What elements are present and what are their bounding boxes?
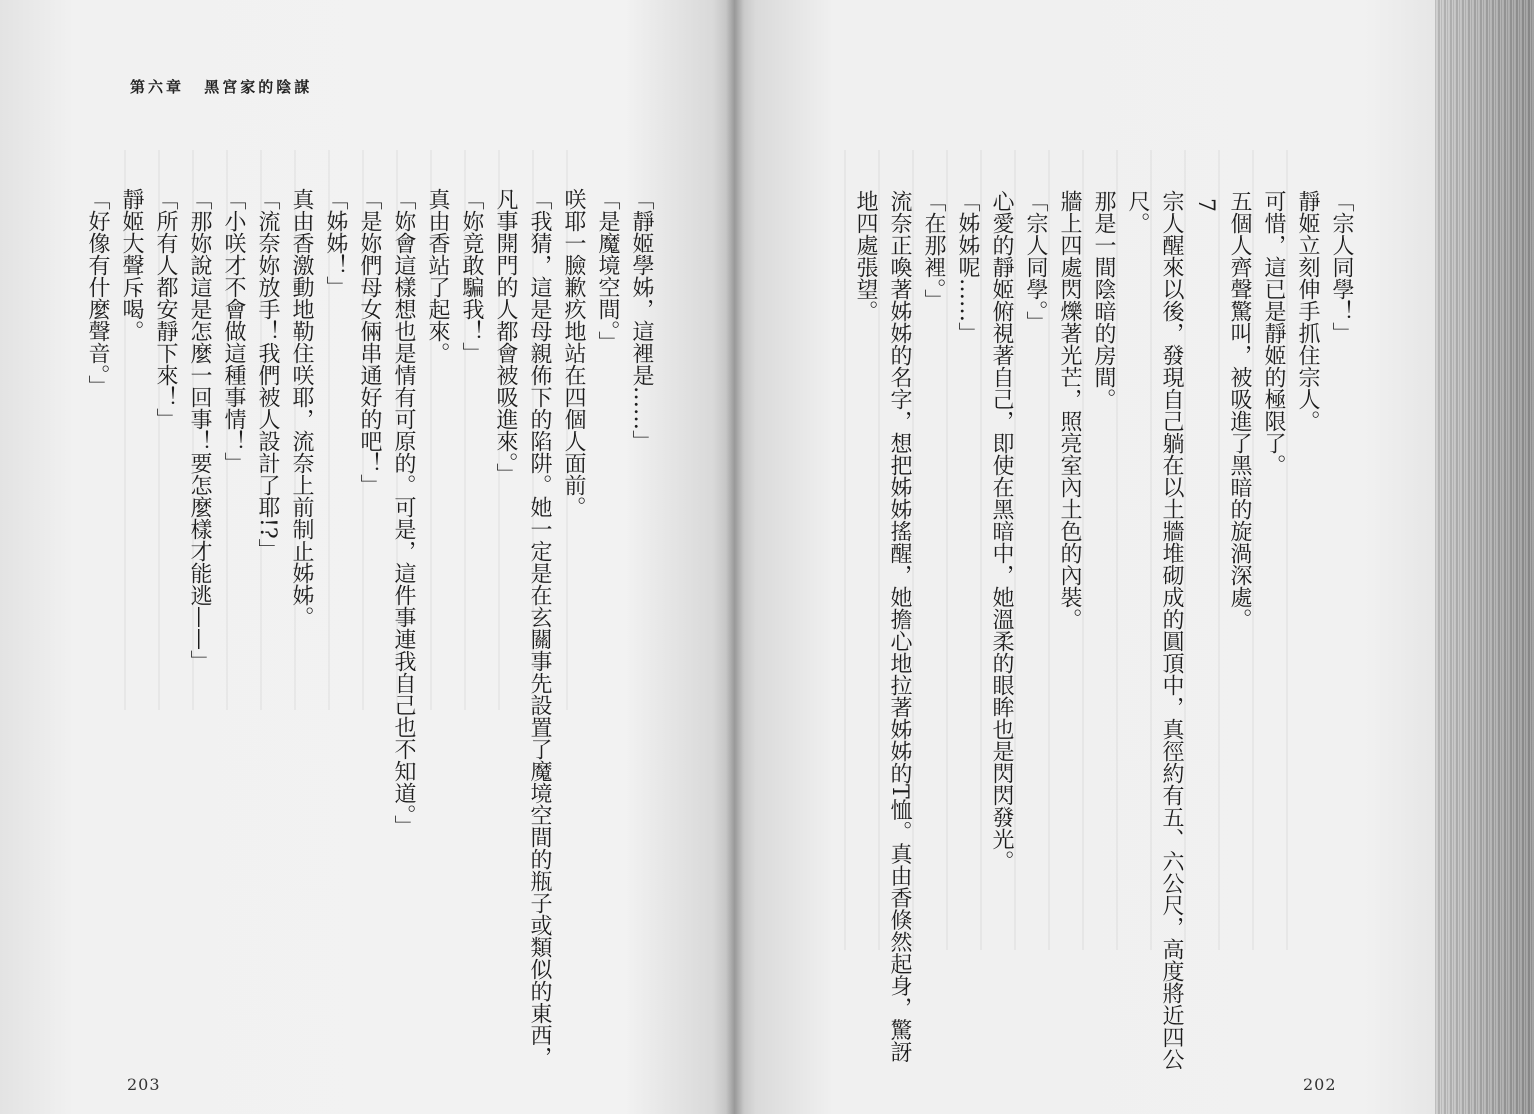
text-line: 「是妳們母女倆串通好的吧！」 xyxy=(357,188,382,496)
text-line: 凡事開門的人都會被吸進來。」 xyxy=(493,188,518,485)
text-line: 咲耶一臉歉疚地站在四個人面前。 xyxy=(561,188,586,518)
page-number-right: 202 xyxy=(1303,1075,1337,1094)
text-line: 「姊姊！」 xyxy=(323,188,348,298)
text-line: 靜姬大聲斥喝。 xyxy=(119,188,144,342)
text-line: 「在那裡。」 xyxy=(921,190,946,311)
text-line: 「小咲才不會做這種事情！」 xyxy=(221,188,246,474)
text-line: 「是魔境空間。」 xyxy=(595,188,620,353)
text-line: 「我猜，這是母親佈下的陷阱。她一定是在玄關事先設置了魔境空間的瓶子或類似的東西， xyxy=(527,188,552,1068)
text-line: 心愛的靜姬俯視著自己，即使在黑暗中，她溫柔的眼眸也是閃閃發光。 xyxy=(989,190,1014,872)
text-line: 「流奈妳放手！我們被人設計了耶!?」 xyxy=(255,188,280,561)
text-line: 「那妳說這是怎麼一回事！要怎麼樣才能逃——」 xyxy=(187,188,212,672)
text-line: 「妳竟敢騙我！」 xyxy=(459,188,484,364)
running-header xyxy=(130,76,312,97)
right-page-text xyxy=(818,190,1358,1070)
text-line: 宗人醒來以後，發現自己躺在以土牆堆砌成的圓頂中，真徑約有五、六公尺，高度將近四公 xyxy=(1159,190,1184,1070)
text-line: 「好像有什麼聲音。」 xyxy=(85,188,110,397)
text-line: 可惜，這已是靜姬的極限了。 xyxy=(1261,190,1286,476)
left-page-text xyxy=(85,188,658,1068)
page-edges-shade xyxy=(1435,0,1534,1114)
section-number: 7 xyxy=(1193,198,1218,212)
text-line: 「靜姬學姊，這裡是……」 xyxy=(629,188,654,452)
header-title: 黑宮家的陰謀 xyxy=(204,78,313,96)
text-line: 「宗人同學。」 xyxy=(1023,190,1048,333)
text-line: 靜姬立刻伸手抓住宗人。 xyxy=(1295,190,1320,432)
text-line: 尺。 xyxy=(1125,190,1150,234)
text-line: 真由香激動地勒住咲耶，流奈上前制止姊姊。 xyxy=(289,188,314,628)
text-line: 那是一間陰暗的房間。 xyxy=(1091,190,1116,410)
book-gutter xyxy=(726,0,744,1114)
page-number-left: 203 xyxy=(127,1075,161,1094)
text-line: 「妳會這樣想也是情有可原的。可是，這件事連我自己也不知道。」 xyxy=(391,188,416,837)
text-line: 「姊姊呢……」 xyxy=(955,190,980,344)
text-line: 「宗人同學！」 xyxy=(1329,190,1354,344)
text-line: 五個人齊聲驚叫，被吸進了黑暗的旋渦深處。 xyxy=(1227,190,1252,630)
header-chapter: 第六章 xyxy=(130,78,185,96)
text-line: 地四處張望。 xyxy=(853,190,878,322)
text-line: 「所有人都安靜下來！」 xyxy=(153,188,178,430)
text-line: 真由香站了起來。 xyxy=(425,188,450,364)
text-line: 流奈正喚著姊姊的名字，想把姊姊搖醒，她擔心地拉著姊姊的T恤。真由香倏然起身，驚訝 xyxy=(887,190,912,1063)
text-line: 牆上四處閃爍著光芒，照亮室內土色的內裝。 xyxy=(1057,190,1082,630)
